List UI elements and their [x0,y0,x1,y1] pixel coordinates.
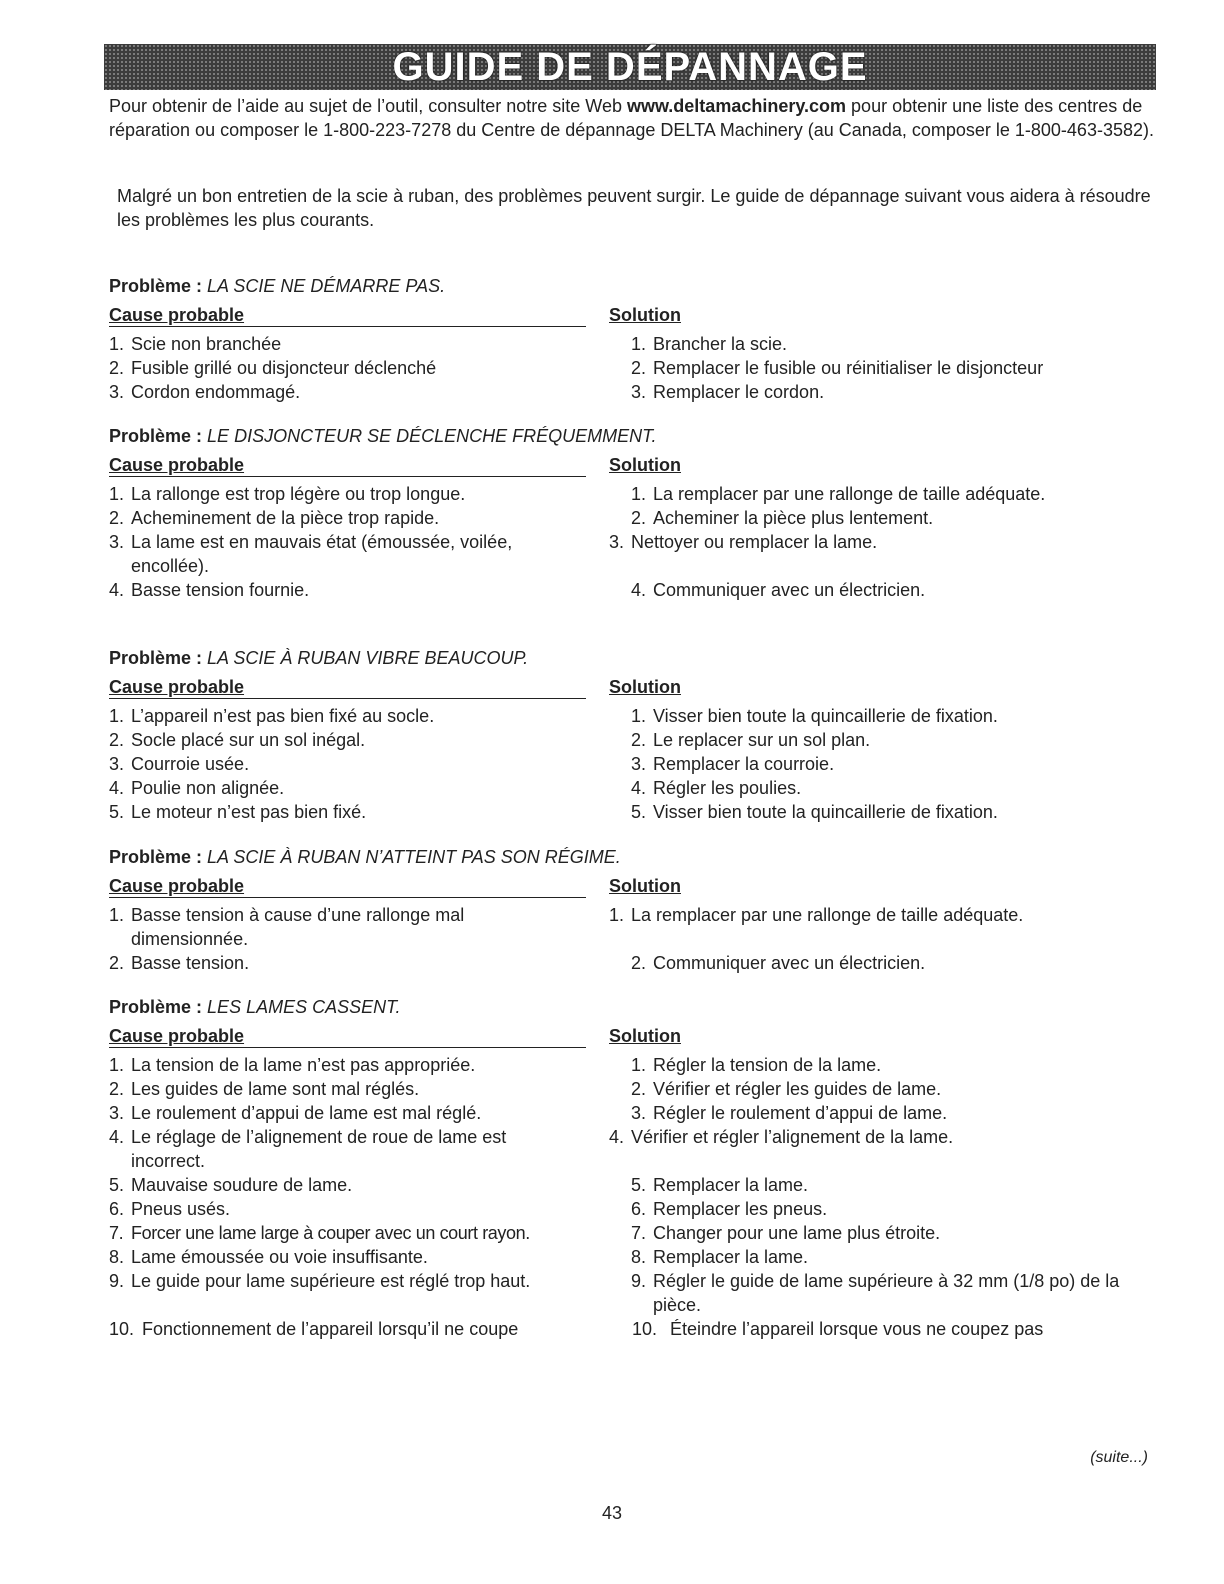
solution-text: Régler les poulies. [653,778,802,798]
cause-number: 4. [109,778,125,798]
problem-label: Problème : [109,426,203,446]
solution-number: 5. [631,1175,647,1195]
solution-number: 3. [631,1103,647,1123]
table-row [109,951,1169,975]
problem-label: Problème : [109,997,203,1017]
cause-text: Le moteur n’est pas bien fixé. [131,802,367,822]
solution-number: 8. [631,1247,647,1267]
table-row [109,482,1169,506]
cause-text: La lame est en mauvais état (émoussée, voilée, encollée). [131,532,513,576]
cause-header: Cause probable [109,677,245,697]
cause-number: 2. [109,730,125,750]
solution-number: 2. [631,358,647,378]
problem-text: LA SCIE À RUBAN N’ATTEINT PAS SON RÉGIME. [207,847,621,867]
cause-number: 2. [109,1079,125,1099]
problem-text: LES LAMES CASSENT. [207,997,401,1017]
solution-header: Solution [609,677,681,697]
cause-number: 3. [109,532,125,552]
solution-text: Remplacer le cordon. [653,382,825,402]
solution-text: Remplacer les pneus. [653,1199,828,1219]
problem-title [109,646,1169,670]
cause-number: 1. [109,905,125,925]
problem-title [109,995,1169,1019]
table-row [109,1173,1169,1197]
problem-section [109,845,1169,975]
cause-number: 1. [109,706,125,726]
solution-number: 3. [631,382,647,402]
table-row [109,1317,1169,1341]
problem-text: LA SCIE À RUBAN VIBRE BEAUCOUP. [207,648,529,668]
cause-header: Cause probable [109,305,245,325]
solution-text: Régler la tension de la lame. [653,1055,882,1075]
problem-text: LE DISJONCTEUR SE DÉCLENCHE FRÉQUEMMENT. [207,426,657,446]
table-row [109,506,1169,530]
solution-text: Remplacer le fusible ou réinitialiser le disjoncteur [653,358,1044,378]
solution-number: 6. [631,1199,647,1219]
solution-number: 3. [631,754,647,774]
table-row [109,332,1169,356]
solution-number: 1. [631,334,647,354]
cause-text: Fonctionnement de l’appareil lorsqu’il ne coupe [142,1319,519,1339]
table-row [109,1077,1169,1101]
cause-text: Mauvaise soudure de lame. [131,1175,353,1195]
solution-text: Remplacer la courroie. [653,754,835,774]
table-row [109,800,1169,824]
problem-title [109,424,1169,448]
cause-number: 9. [109,1271,125,1291]
table-row [109,903,1169,951]
solution-text: Changer pour une lame plus étroite. [653,1223,941,1243]
cause-text: Le réglage de l’alignement de roue de lame est incorrect. [131,1127,507,1171]
cause-header: Cause probable [109,1026,245,1046]
problem-section [109,646,1169,824]
intro-paragraph-help [109,94,1169,142]
intro-text: Pour obtenir de l’aide au sujet de l’outil, consulter notre site Web [109,96,627,116]
solution-number: 3. [609,532,625,552]
column-headers [109,1025,1169,1047]
solution-text: Le replacer sur un sol plan. [653,730,871,750]
title-banner [104,44,1156,90]
solution-number: 10. [632,1319,658,1339]
solution-number: 4. [631,778,647,798]
table-row [109,704,1169,728]
solution-number: 1. [631,1055,647,1075]
problem-label: Problème : [109,847,203,867]
cause-number: 2. [109,358,125,378]
solution-header: Solution [609,455,681,475]
table-row [109,380,1169,404]
cause-number: 1. [109,484,125,504]
cause-text: Forcer une lame large à couper avec un court rayon. [131,1223,530,1243]
cause-number: 1. [109,334,125,354]
table-row [109,728,1169,752]
column-headers [109,304,1169,326]
table-row [109,578,1169,602]
cause-text: L’appareil n’est pas bien fixé au socle. [131,706,435,726]
solution-number: 1. [631,484,647,504]
solution-number: 2. [631,508,647,528]
cause-text: Fusible grillé ou disjoncteur déclenché [131,358,437,378]
page-number: 43 [601,1503,623,1523]
solution-header: Solution [609,876,681,896]
cause-text: Cordon endommagé. [131,382,301,402]
intro-text-cont: pour obtenir une liste des centres de réparation ou composer le 1-800-223-7278 du Centre de dépannage DELTA Machinery (au Canada, composer le 1-800-463-3582). [109,96,1154,140]
cause-header: Cause probable [109,876,245,896]
solution-text: Communiquer avec un électricien. [653,953,926,973]
table-row [109,1221,1169,1245]
cause-text: Basse tension fournie. [131,580,310,600]
cause-text: La rallonge est trop légère ou trop longue. [131,484,466,504]
table-row [109,1197,1169,1221]
solution-header: Solution [609,1026,681,1046]
solution-text: Régler le roulement d’appui de lame. [653,1103,948,1123]
continued-note: (suite...) [1090,1449,1148,1466]
solution-text: Vérifier et régler l’alignement de la lame. [631,1127,954,1147]
cause-text: Le guide pour lame supérieure est réglé trop haut. [131,1271,531,1291]
solution-text: La remplacer par une rallonge de taille adéquate. [631,905,1024,925]
cause-text: Lame émoussée ou voie insuffisante. [131,1247,428,1267]
cause-text: Acheminement de la pièce trop rapide. [131,508,440,528]
problem-title [109,274,1169,298]
cause-text: Scie non branchée [131,334,282,354]
cause-text: Les guides de lame sont mal réglés. [131,1079,420,1099]
cause-number: 2. [109,953,125,973]
cause-number: 4. [109,1127,125,1147]
cause-number: 1. [109,1055,125,1075]
solution-text: Vérifier et régler les guides de lame. [653,1079,942,1099]
solution-text: Éteindre l’appareil lorsque vous ne coupez pas [670,1319,1044,1339]
cause-number: 5. [109,1175,125,1195]
solution-number: 4. [631,580,647,600]
table-row [109,1125,1169,1173]
cause-number: 2. [109,508,125,528]
solution-text: Brancher la scie. [653,334,788,354]
table-row [109,1101,1169,1125]
cause-text: Basse tension à cause d’une rallonge mal dimensionnée. [131,905,465,949]
website-link[interactable]: www.deltamachinery.com [626,96,847,116]
solution-text: Acheminer la pièce plus lentement. [653,508,934,528]
column-headers [109,875,1169,897]
table-row [109,356,1169,380]
solution-text: Communiquer avec un électricien. [653,580,926,600]
table-row [109,776,1169,800]
solution-text: Remplacer la lame. [653,1247,809,1267]
solution-text: Visser bien toute la quincaillerie de fixation. [653,706,998,726]
solution-text: La remplacer par une rallonge de taille adéquate. [653,484,1046,504]
cause-number: 3. [109,382,125,402]
cause-number: 8. [109,1247,125,1267]
column-headers [109,454,1169,476]
table-row [109,530,1169,578]
solution-text: Visser bien toute la quincaillerie de fixation. [653,802,998,822]
table-row [109,752,1169,776]
solution-number: 4. [609,1127,625,1147]
cause-text: Pneus usés. [131,1199,231,1219]
solution-number: 2. [631,1079,647,1099]
problem-label: Problème : [109,276,203,296]
solution-number: 7. [631,1223,647,1243]
solution-number: 1. [631,706,647,726]
solution-text: Remplacer la lame. [653,1175,809,1195]
problem-title [109,845,1169,869]
problem-text: LA SCIE NE DÉMARRE PAS. [207,276,446,296]
cause-number: 10. [109,1319,135,1339]
cause-number: 5. [109,802,125,822]
cause-number: 6. [109,1199,125,1219]
problem-section [109,995,1169,1341]
cause-number: 7. [109,1223,124,1243]
table-row [109,1245,1169,1269]
cause-number: 4. [109,580,125,600]
page-title: GUIDE DE DÉPANNAGE [392,44,868,89]
cause-header: Cause probable [109,455,245,475]
cause-text: Socle placé sur un sol inégal. [131,730,366,750]
cause-text: La tension de la lame n’est pas appropriée. [131,1055,476,1075]
solution-header: Solution [609,305,681,325]
cause-number: 3. [109,1103,125,1123]
solution-number: 5. [631,802,647,822]
cause-text: Le roulement d’appui de lame est mal réglé. [131,1103,482,1123]
problem-label: Problème : [109,648,203,668]
column-headers [109,676,1169,698]
problem-section [109,424,1169,602]
solution-number: 1. [609,905,625,925]
intro-paragraph-maintenance: Malgré un bon entretien de la scie à ruban, des problèmes peuvent surgir. Le guide de dépannage suivant vous aidera à résoudre les problèmes les plus courants. [117,186,1151,230]
table-row [109,1269,1169,1317]
cause-text: Poulie non alignée. [131,778,285,798]
solution-number: 2. [631,953,647,973]
solution-number: 9. [631,1271,647,1291]
table-row [109,1053,1169,1077]
solution-text: Régler le guide de lame supérieure à 32 mm (1/8 po) de la pièce. [653,1271,1120,1315]
cause-text: Basse tension. [131,953,250,973]
cause-number: 3. [109,754,125,774]
solution-text: Nettoyer ou remplacer la lame. [631,532,878,552]
problem-section [109,274,1169,404]
cause-text: Courroie usée. [131,754,250,774]
solution-number: 2. [631,730,647,750]
